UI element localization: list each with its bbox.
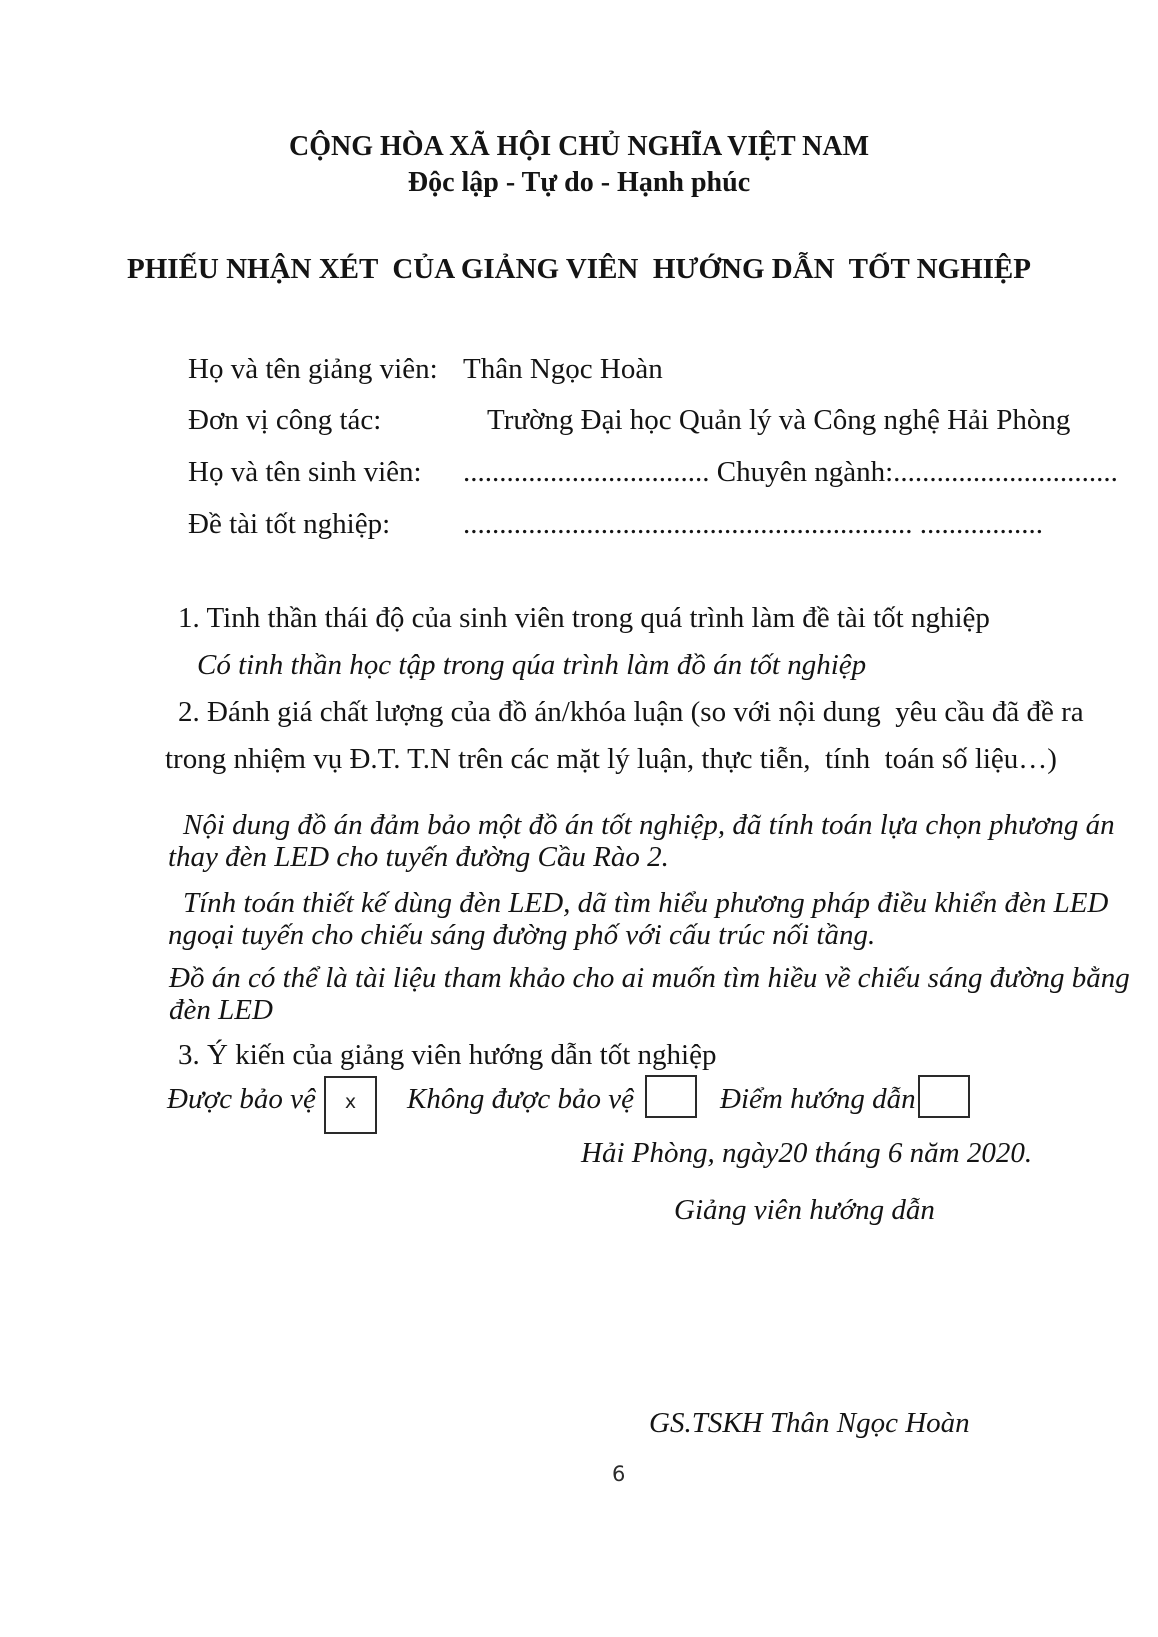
national-title: CỘNG HÒA XÃ HỘI CHỦ NGHĨA VIỆT NAM: [288, 131, 870, 162]
field-label-student-name: Họ và tên sinh viên:: [188, 456, 422, 488]
approve-checkbox-mark: x: [344, 1090, 357, 1113]
section2-heading-line2: trong nhiệm vụ Đ.T. T.N trên các mặt lý luận, thực tiễn, tính toán số liệu…): [165, 743, 1057, 775]
section2-comment3-line2: đèn LED: [169, 994, 273, 1026]
signer-name: GS.TSKH Thân Ngọc Hoàn: [649, 1407, 970, 1439]
field-value-lecturer-name: Thân Ngọc Hoàn: [463, 353, 663, 385]
section2-comment2-line1: Tính toán thiết kế dùng đèn LED, dã tìm hiểu phương pháp điều khiển đèn LED: [183, 887, 1109, 919]
national-motto: Độc lập - Tự do - Hạnh phúc: [407, 167, 751, 198]
reject-label: Không được bảo vệ: [407, 1083, 635, 1115]
score-box: [918, 1075, 970, 1118]
field-value-workplace: Trường Đại học Quản lý và Công nghệ Hải Phòng: [487, 404, 1071, 436]
section1-comment: Có tinh thần học tập trong qúa trình làm đồ án tốt nghiệp: [197, 649, 867, 681]
score-label: Điểm hướng dẫn: [720, 1083, 916, 1115]
reject-checkbox: [645, 1075, 697, 1118]
section1-heading: 1. Tinh thần thái độ của sinh viên trong quá trình làm đề tài tốt nghiệp: [178, 602, 990, 634]
page-number: 6: [612, 1462, 626, 1486]
signature-date-line: Hải Phòng, ngày20 tháng 6 năm 2020.: [581, 1137, 1033, 1169]
signer-role: Giảng viên hướng dẫn: [674, 1194, 935, 1226]
field-value-student-name: .................................. Chuyên ngành:...............................: [463, 456, 1118, 488]
section3-heading: 3. Ý kiến của giảng viên hướng dẫn tốt nghiệp: [178, 1039, 717, 1071]
field-label-thesis-topic: Đề tài tốt nghiệp:: [188, 508, 391, 540]
section2-comment3-line1: Đồ án có thể là tài liệu tham khảo cho ai muốn tìm hiều về chiếu sáng đường bằng: [169, 962, 1130, 994]
section2-comment1-line2: thay đèn LED cho tuyến đường Cầu Rào 2.: [168, 841, 669, 873]
section2-heading-line1: 2. Đánh giá chất lượng của đồ án/khóa luận (so với nội dung yêu cầu đã đề ra: [178, 696, 1084, 728]
field-label-workplace: Đơn vị công tác:: [188, 404, 382, 436]
field-value-thesis-topic: .............................................................. .................: [463, 508, 1043, 540]
approve-label: Được bảo vệ: [167, 1083, 316, 1115]
field-label-lecturer-name: Họ và tên giảng viên:: [188, 353, 438, 385]
section2-comment1-line1: Nội dung đồ án đảm bảo một đồ án tốt nghiệp, đã tính toán lựa chọn phương án: [183, 809, 1115, 841]
form-title: PHIẾU NHẬN XÉT CỦA GIẢNG VIÊN HƯỚNG DẪN TỐT NGHIỆP: [127, 253, 1031, 285]
approve-checkbox: [324, 1076, 377, 1134]
section2-comment2-line2: ngoại tuyến cho chiếu sáng đường phố với cấu trúc nối tầng.: [168, 919, 876, 951]
